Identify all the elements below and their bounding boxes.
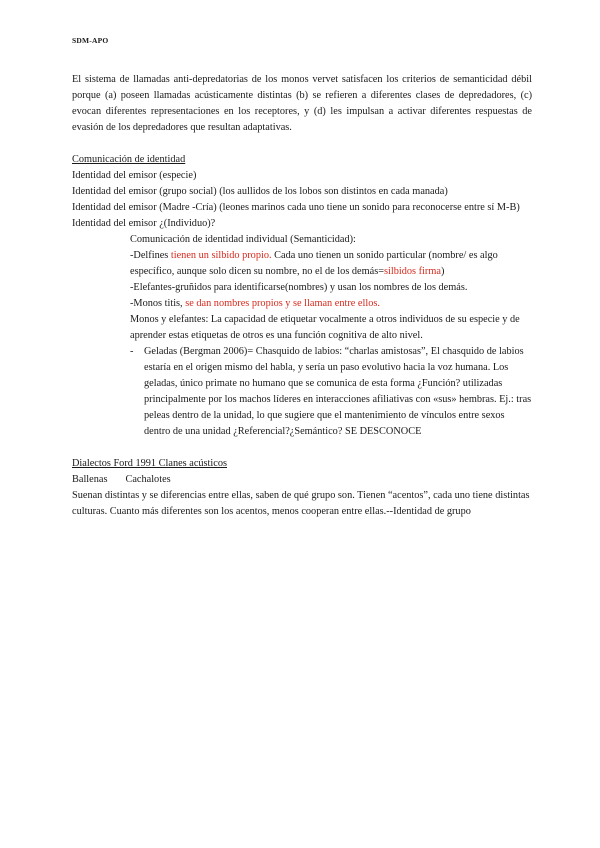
dialects-heading: Dialectos Ford 1991 Clanes acústicos <box>72 458 227 469</box>
dialects-paragraph: Suenan distintas y se diferencias entre ellas, saben de qué grupo son. Tienen “acentos”, cada uno tiene distintas culturas. Cuanto más diferentes son los acentos, menos cooperan entre ellas.--Identidad de grupo <box>72 490 530 517</box>
highlight-text: tienen un silbido propio. <box>170 250 272 261</box>
monkeys-elephants-note: Monos y elefantes: La capacidad de etiquetar vocalmente a otros individuos de su especie y de aprender estas etiquetas de otros es una función cognitiva de alto nivel. <box>130 314 520 341</box>
dolphins-note: -Delfines tienen un silbido propio. Cada uno tienen un sonido particular (nombre/ es algo específico, aunque solo dicen su nombre, no el de los demás=silbidos firma) <box>130 250 498 277</box>
intro-paragraph: El sistema de llamadas anti-depredatorias de los monos vervet satisfacen los criterios de semanticidad débil porque (a) poseen llamadas acústicamente distintas (b) se refieren a diferentes clases de depredadores, (c) evocan diferentes representaciones en los receptores, y (d) les impulsan a activar diferentes respuestas de evasión de los depredadores que resultan adaptativas. <box>72 74 532 133</box>
identity-line: Identidad del emisor (Madre -Cría) (leones marinos cada uno tiene un sonido para reconocerse entre sí M-B) <box>72 202 520 213</box>
bullet-dash: - <box>130 346 134 357</box>
document-header: SDM-APO <box>72 36 109 45</box>
identity-heading: Comunicación de identidad <box>72 154 186 165</box>
document-body <box>72 72 532 520</box>
highlight-text: silbidos firma <box>384 266 441 277</box>
geladas-text: Geladas (Bergman 2006)= Chasquido de labios: “charlas amistosas”, El chasquido de labios estaría en el origen mismo del habla, y sería un paso evolutivo hacia la voz humana. Los geladas, único primate no humano que se comunica de esta forma ¿Función? utilizadas principalmente por los machos líderes en interacciones afiliativas con «sus» hembras. Ej.: tras peleas dentro de la unidad, lo que sugiere que el mantenimiento de vínculos entre sexos dentro de una unidad ¿Referencial?¿Semántico? SE DESCONOCE <box>144 346 532 437</box>
geladas-bullet <box>72 344 532 440</box>
whales-label: Ballenas <box>72 474 108 485</box>
identity-line: Identidad del emisor (grupo social) (los aullidos de los lobos son distintos en cada manada) <box>72 186 448 197</box>
titis-note: -Monos titis, se dan nombres propios y se llaman entre ellos. <box>130 298 380 309</box>
whales-row <box>72 472 532 488</box>
elephants-note: -Elefantes-gruñidos para identificarse(nombres) y usan los nombres de los demás. <box>130 282 468 293</box>
highlight-text: se dan nombres propios y se llaman entre ellos. <box>185 298 380 309</box>
identity-line: Identidad del emisor (especie) <box>72 170 197 181</box>
individual-identity-heading: Comunicación de identidad individual (Semanticidad): <box>130 234 356 245</box>
sperm-whales-label: Cachalotes <box>125 474 171 485</box>
identity-line: Identidad del emisor ¿(Individuo)? <box>72 218 216 229</box>
